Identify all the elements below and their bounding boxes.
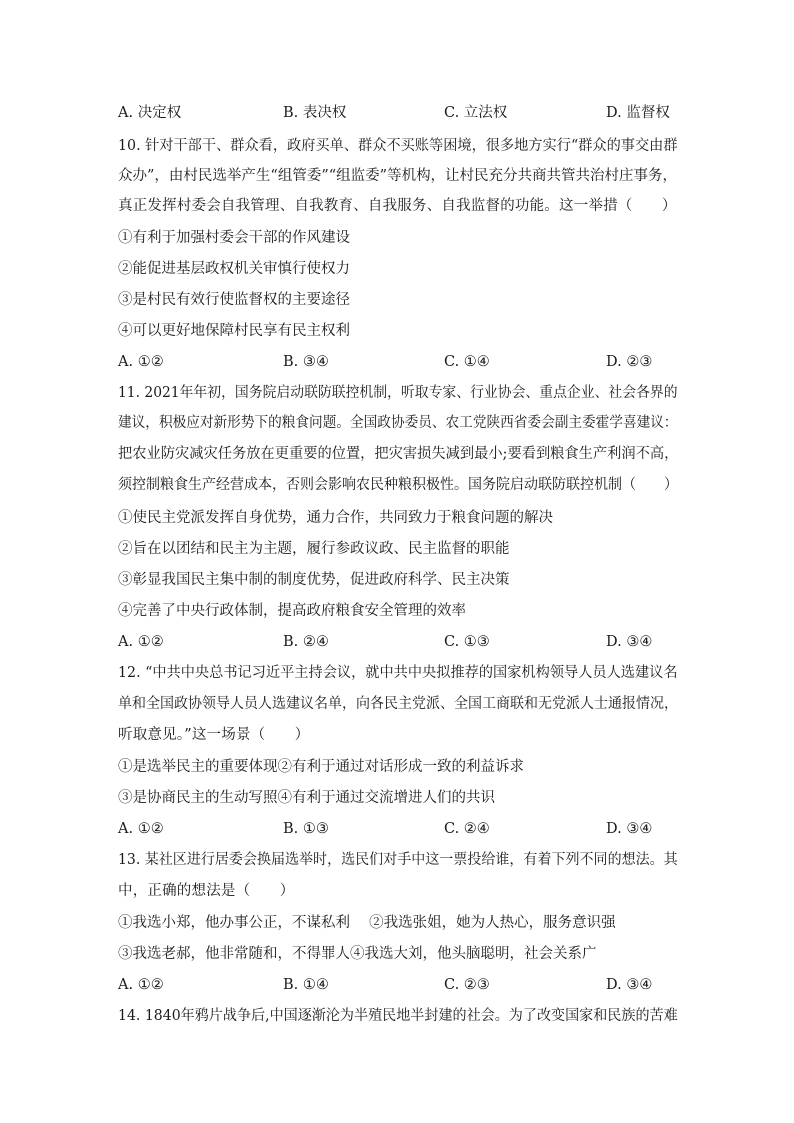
q10-item-3: ③是村民有效行使监督权的主要途径 [118,292,350,308]
q11-option-a: A. ①② [118,634,164,650]
q10-option-b: B. ③④ [283,354,329,370]
q12-item-1: ①是选举民主的重要体现②有利于通过对话形成一致的利益诉求 [118,759,524,775]
q11-item-3: ③彰显我国民主集中制的制度优势，促进政府科学、民主决策 [118,572,510,588]
q13-option-a: A. ①② [118,977,164,993]
q9-option-b: B. 表决权 [283,105,347,121]
q12-options [118,819,678,839]
q10-option-c: C. ①④ [444,354,490,370]
q14-stem-line-1: 14. 1840年鸦片战争后,中国逐渐沦为半殖民地半封建的社会。为了改变国家和民族的苦难 [118,1008,678,1024]
q11-option-c: C. ①③ [444,634,490,650]
q11-stem-line-1: 11. 2021年年初，国务院启动联防联控机制，听取专家、行业协会、重点企业、社会各界的 [118,385,678,401]
q12-option-d: D. ③④ [606,821,653,837]
q11-option-b: B. ②④ [283,634,329,650]
q13-options [118,975,678,995]
q11-item-2: ②旨在以团结和民主为主题，履行参政议政、民主监督的职能 [118,541,510,557]
q11-stem-line-2: 建议，积极应对新形势下的粮食问题。全国政协委员、农工党陕西省委会副主委霍学喜建议： [118,415,678,431]
q13-option-b: B. ①④ [283,977,329,993]
q10-stem-line-3: 真正发挥村委会自我管理、自我教育、自我服务、自我监督的功能。这一举措（ ） [118,198,677,214]
q9-option-d: D. 监督权 [606,105,670,121]
q12-option-c: C. ②④ [444,821,490,837]
q13-stem-line-2: 中，正确的想法是（ ） [118,883,295,899]
q10-option-a: A. ①② [118,354,164,370]
q13-option-d: D. ③④ [606,977,653,993]
q10-stem-line-1: 10. 针对干部干、群众看，政府买单、群众不买账等困境，很多地方实行“群众的事交由群 [118,138,678,154]
q10-options [118,352,678,372]
q13-stem-line-1: 13. 某社区进行居委会换届选举时，选民们对手中这一票投给谁，有着下列不同的想法。其 [118,852,678,868]
q13-item-1: ①我选小郑，他办事公正，不谋私利 ②我选张姐，她为人热心，服务意识强 [118,915,616,931]
q12-option-a: A. ①② [118,821,164,837]
q11-stem-line-4: 须控制粮食生产经营成本，否则会影响农民种粮积极性。国务院启动联防联控机制（ ） [118,477,678,493]
q9-option-c: C. 立法权 [444,105,508,121]
q10-item-4: ④可以更好地保障村民享有民主权利 [118,323,350,339]
q12-stem-line-2: 单和全国政协领导人员人选建议名单，向各民主党派、全国工商联和无党派人士通报情况， [118,696,678,712]
q9-option-a: A. 决定权 [118,105,182,121]
q12-stem-line-3: 听取意见。”这一场景（ ） [118,727,310,743]
q12-stem-line-1: 12. “中共中央总书记习近平主持会议，就中共中央拟推荐的国家机构领导人员人选建议名 [118,665,678,681]
q9-options [118,103,678,123]
q11-option-d: D. ③④ [606,634,653,650]
q10-item-2: ②能促进基层政权机关审慎行使权力 [118,261,350,277]
q11-options [118,632,678,652]
q11-item-1: ①使民主党派发挥自身优势，通力合作，共同致力于粮食问题的解决 [118,510,553,526]
q11-item-4: ④完善了中央行政体制，提高政府粮食安全管理的效率 [118,603,466,619]
q10-option-d: D. ②③ [606,354,653,370]
q13-option-c: C. ②③ [444,977,490,993]
q10-item-1: ①有利于加强村委会干部的作风建设 [118,230,350,246]
q12-item-2: ③是协商民主的生动写照④有利于通过交流增进人们的共识 [118,790,495,806]
q11-stem-line-3: 把农业防灾减灾任务放在更重要的位置，把灾害损失减到最小;要看到粮食生产利润不高， [118,446,679,462]
q10-stem-line-2: 众办”，由村民选举产生“组管委”“组监委”等机构，让村民充分共商共管共治村庄事务， [118,168,678,184]
q12-option-b: B. ①③ [283,821,329,837]
q13-item-2: ③我选老郝，他非常随和，不得罪人④我选大刘，他头脑聪明，社会关系广 [118,946,597,962]
